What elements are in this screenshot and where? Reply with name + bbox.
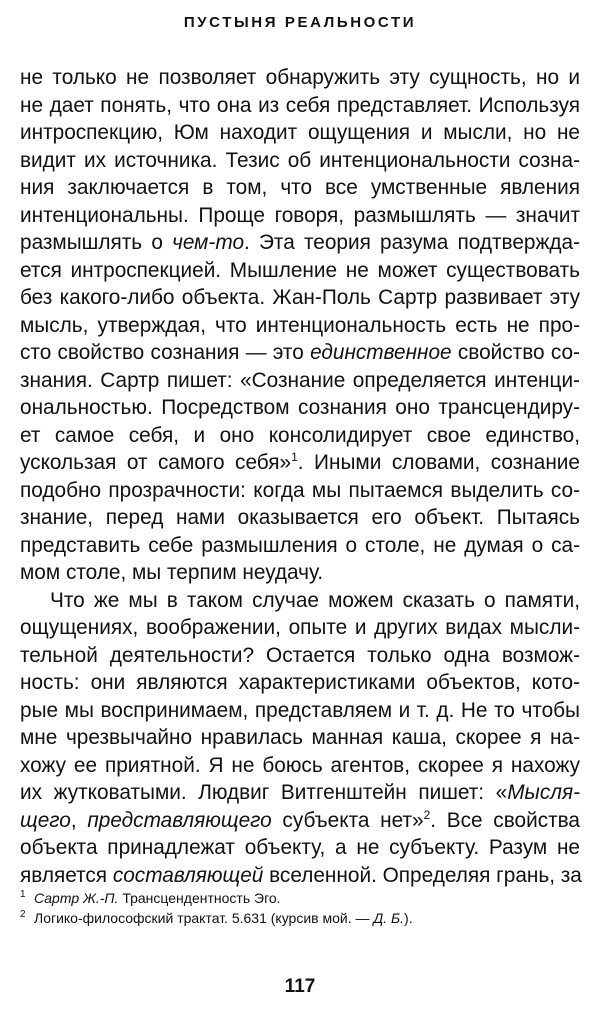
text-line: знание, перед нами оказывается его объект. Пытаясь — [20, 506, 580, 529]
footnote-ref-1[interactable]: 1 — [291, 450, 298, 465]
footnotes — [20, 888, 580, 928]
text-line: ет самое себя, и оно консолидирует свое единство, — [20, 423, 580, 447]
text-line: тельной деятельности? Остается только одна возмож- — [20, 643, 580, 667]
italic-run: щего — [20, 808, 71, 832]
footnote-1 — [20, 888, 580, 908]
text-line: ность: они являются характеристиками объектов, кото- — [20, 671, 580, 694]
text-line: ется интроспекцией. Мышление не может существовать — [20, 258, 580, 282]
italic-run: составляющей — [112, 863, 264, 887]
running-head: ПУСТЫНЯ РЕАЛЬНОСТИ — [183, 14, 417, 31]
text-run: является — [20, 863, 113, 887]
text-line: видит их источника. Тезис об интенциональности созна- — [20, 148, 580, 172]
text-line: не дает понять, что она из себя представляет. Используя — [20, 93, 580, 117]
italic-run: единственное — [310, 341, 452, 364]
text-line: объекта принадлежат объекту, а не субъекту. Разум не — [20, 836, 580, 859]
text-line: рые мы воспринимаем, представляем и т. д. Не то чтобы — [20, 698, 580, 722]
footnote-text: Логико-философский трактат. 5.631 (курсив мой. — — [34, 910, 374, 926]
text-run: . Иными словами, сознание — [297, 451, 580, 474]
text-line: мне чрезвычайно нравилась манная каша, скорее я на- — [20, 726, 580, 749]
text-line: знания. Сартр пишет: «Сознание определяется интенци- — [20, 368, 580, 392]
text-line: подобно прозрачности: когда мы пытаемся выделить со- — [20, 478, 580, 502]
text-run: , — [70, 808, 88, 832]
text-run: свойство со- — [451, 341, 580, 364]
text-line: ональностью. Посредством сознания оно трансцендиру- — [20, 396, 580, 419]
text-line: хожу ее приятной. Я не боюсь агентов, скорее я нахожу — [20, 753, 580, 777]
body-text — [20, 64, 580, 889]
text-run: ускользая от самого себя» — [20, 451, 292, 474]
italic-run: чем-то — [172, 231, 245, 254]
text-line: интенциональны. Проще говоря, размышлять — значит — [20, 203, 580, 227]
text-run: . Все свойства — [430, 808, 580, 832]
text-run: субъекта нет» — [271, 808, 424, 832]
text-line: Что же мы в таком случае можем сказать о памяти, — [50, 588, 580, 612]
text-run: их жутковатыми. Людвиг Витгенштейн пишет: « — [20, 781, 508, 804]
text-line — [20, 862, 580, 890]
text-line — [20, 449, 580, 477]
text-line: представить себе размышления о столе, не думая о са- — [20, 533, 580, 557]
text-line: мысль, утверждая, что интенциональность есть не про- — [20, 313, 580, 337]
footnote-author: Сартр Ж.-П. — [34, 890, 119, 906]
text-line: интроспекцию, Юм находит ощущения и мысли, но не — [20, 121, 580, 144]
footnote-ref-2[interactable]: 2 — [423, 807, 431, 822]
text-run: вселенной. Определяя грань, за — [263, 863, 582, 887]
footnote-2 — [20, 908, 580, 928]
text-run: . Эта теория разума подтвержда- — [244, 231, 580, 254]
page-number: 117 — [284, 976, 316, 997]
text-line: не только не позволяет обнаружить эту сущность, но и — [20, 66, 580, 89]
footnote-mark: 2 — [20, 909, 26, 920]
text-line — [20, 779, 580, 807]
footnote-tail: ). — [404, 910, 413, 926]
text-line: ния заключается в том, что все умственные явления — [20, 176, 580, 199]
italic-run: представляющего — [87, 808, 272, 832]
text-run: размышлять о — [20, 231, 173, 254]
footnote-author: Д. Б. — [373, 910, 405, 926]
footnote-mark: 1 — [20, 889, 26, 900]
text-line — [20, 339, 580, 367]
text-line: без какого-либо объекта. Жан-Поль Сартр развивает эту — [20, 286, 580, 309]
footnote-text: Трансцендентность Эго. — [118, 890, 281, 906]
text-line: ощущениях, воображении, опыте и других видах мысли- — [20, 616, 580, 639]
text-line — [20, 807, 580, 835]
text-line: мом столе, мы терпим неудачу. — [20, 561, 324, 584]
italic-run: Мысля- — [507, 781, 580, 804]
text-run: сто свойство сознания — это — [20, 341, 311, 364]
text-line — [20, 229, 580, 257]
